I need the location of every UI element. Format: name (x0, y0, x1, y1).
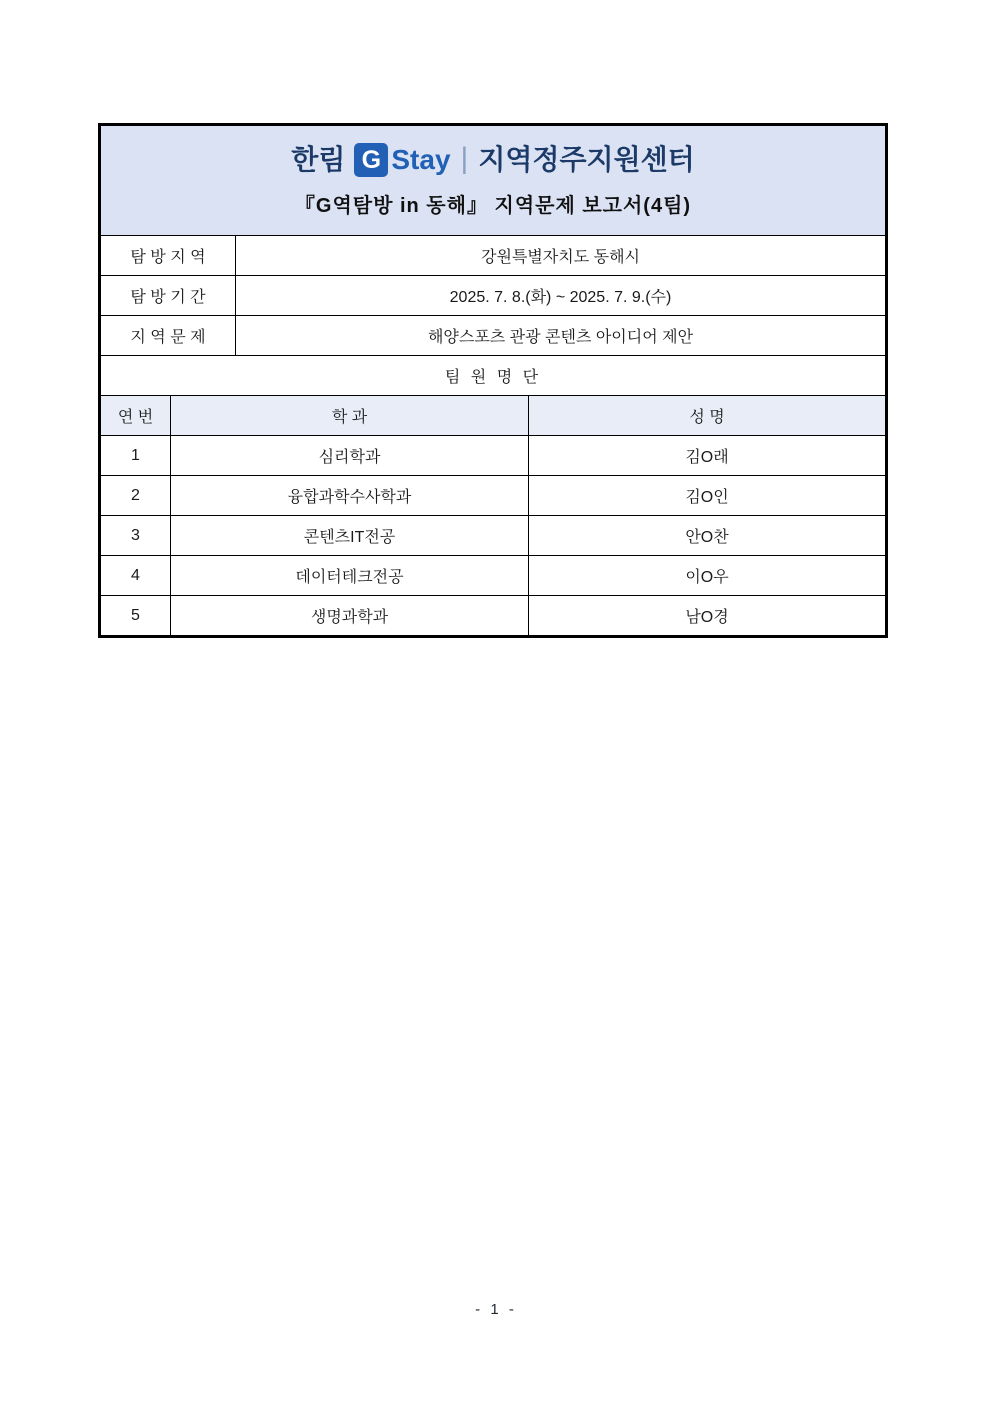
column-header-number: 연 번 (101, 396, 171, 435)
member-department: 콘텐츠IT전공 (171, 516, 529, 555)
member-department: 데이터테크전공 (171, 556, 529, 595)
member-name: 남O경 (685, 609, 729, 626)
team-member-row (101, 595, 885, 635)
member-number: 1 (101, 436, 171, 475)
page-number: - 1 - (475, 1301, 517, 1318)
info-row-local-issue (101, 315, 885, 355)
document-title: 『G역탐방 in 동해』 지역문제 보고서(4팀) (294, 195, 692, 217)
info-row-visit-area (101, 235, 885, 275)
logo-separator: | (460, 142, 469, 175)
logo-g-badge-icon: G (354, 143, 388, 177)
member-department: 심리학과 (171, 436, 529, 475)
logo-stay-text: Stay (391, 144, 451, 175)
info-label-visit-period: 탐 방 기 간 (101, 276, 236, 315)
logo-hallym-text: 한림 (291, 144, 346, 175)
member-number: 5 (101, 596, 171, 635)
team-table-header-row (101, 395, 885, 435)
team-member-row (101, 515, 885, 555)
info-label-visit-area: 탐 방 지 역 (101, 236, 236, 275)
member-name: 김O래 (685, 449, 729, 466)
team-member-row (101, 555, 885, 595)
logo-center-name: 지역정주지원센터 (478, 144, 695, 175)
member-name: 김O인 (685, 489, 729, 506)
member-number: 2 (101, 476, 171, 515)
member-number: 3 (101, 516, 171, 555)
info-value-visit-area: 강원특별자치도 동해시 (480, 249, 640, 266)
report-table (98, 123, 888, 638)
team-roster-section-row (101, 355, 885, 395)
member-department: 융합과학수사학과 (171, 476, 529, 515)
report-header (101, 126, 885, 235)
team-roster-section-title: 팀 원 명 단 (444, 369, 542, 386)
info-label-local-issue: 지 역 문 제 (101, 316, 236, 355)
info-value-visit-period: 2025. 7. 8.(화) ~ 2025. 7. 9.(수) (449, 289, 672, 306)
column-header-name: 성 명 (529, 396, 885, 435)
info-row-visit-period (101, 275, 885, 315)
team-member-row (101, 475, 885, 515)
member-name: 안O찬 (685, 529, 729, 546)
column-header-department: 학 과 (171, 396, 529, 435)
info-value-local-issue: 해양스포츠 관광 콘텐츠 아이디어 제안 (427, 329, 694, 346)
team-member-row (101, 435, 885, 475)
org-logo (291, 143, 694, 177)
member-name: 이O우 (685, 569, 729, 586)
member-number: 4 (101, 556, 171, 595)
member-department: 생명과학과 (171, 596, 529, 635)
